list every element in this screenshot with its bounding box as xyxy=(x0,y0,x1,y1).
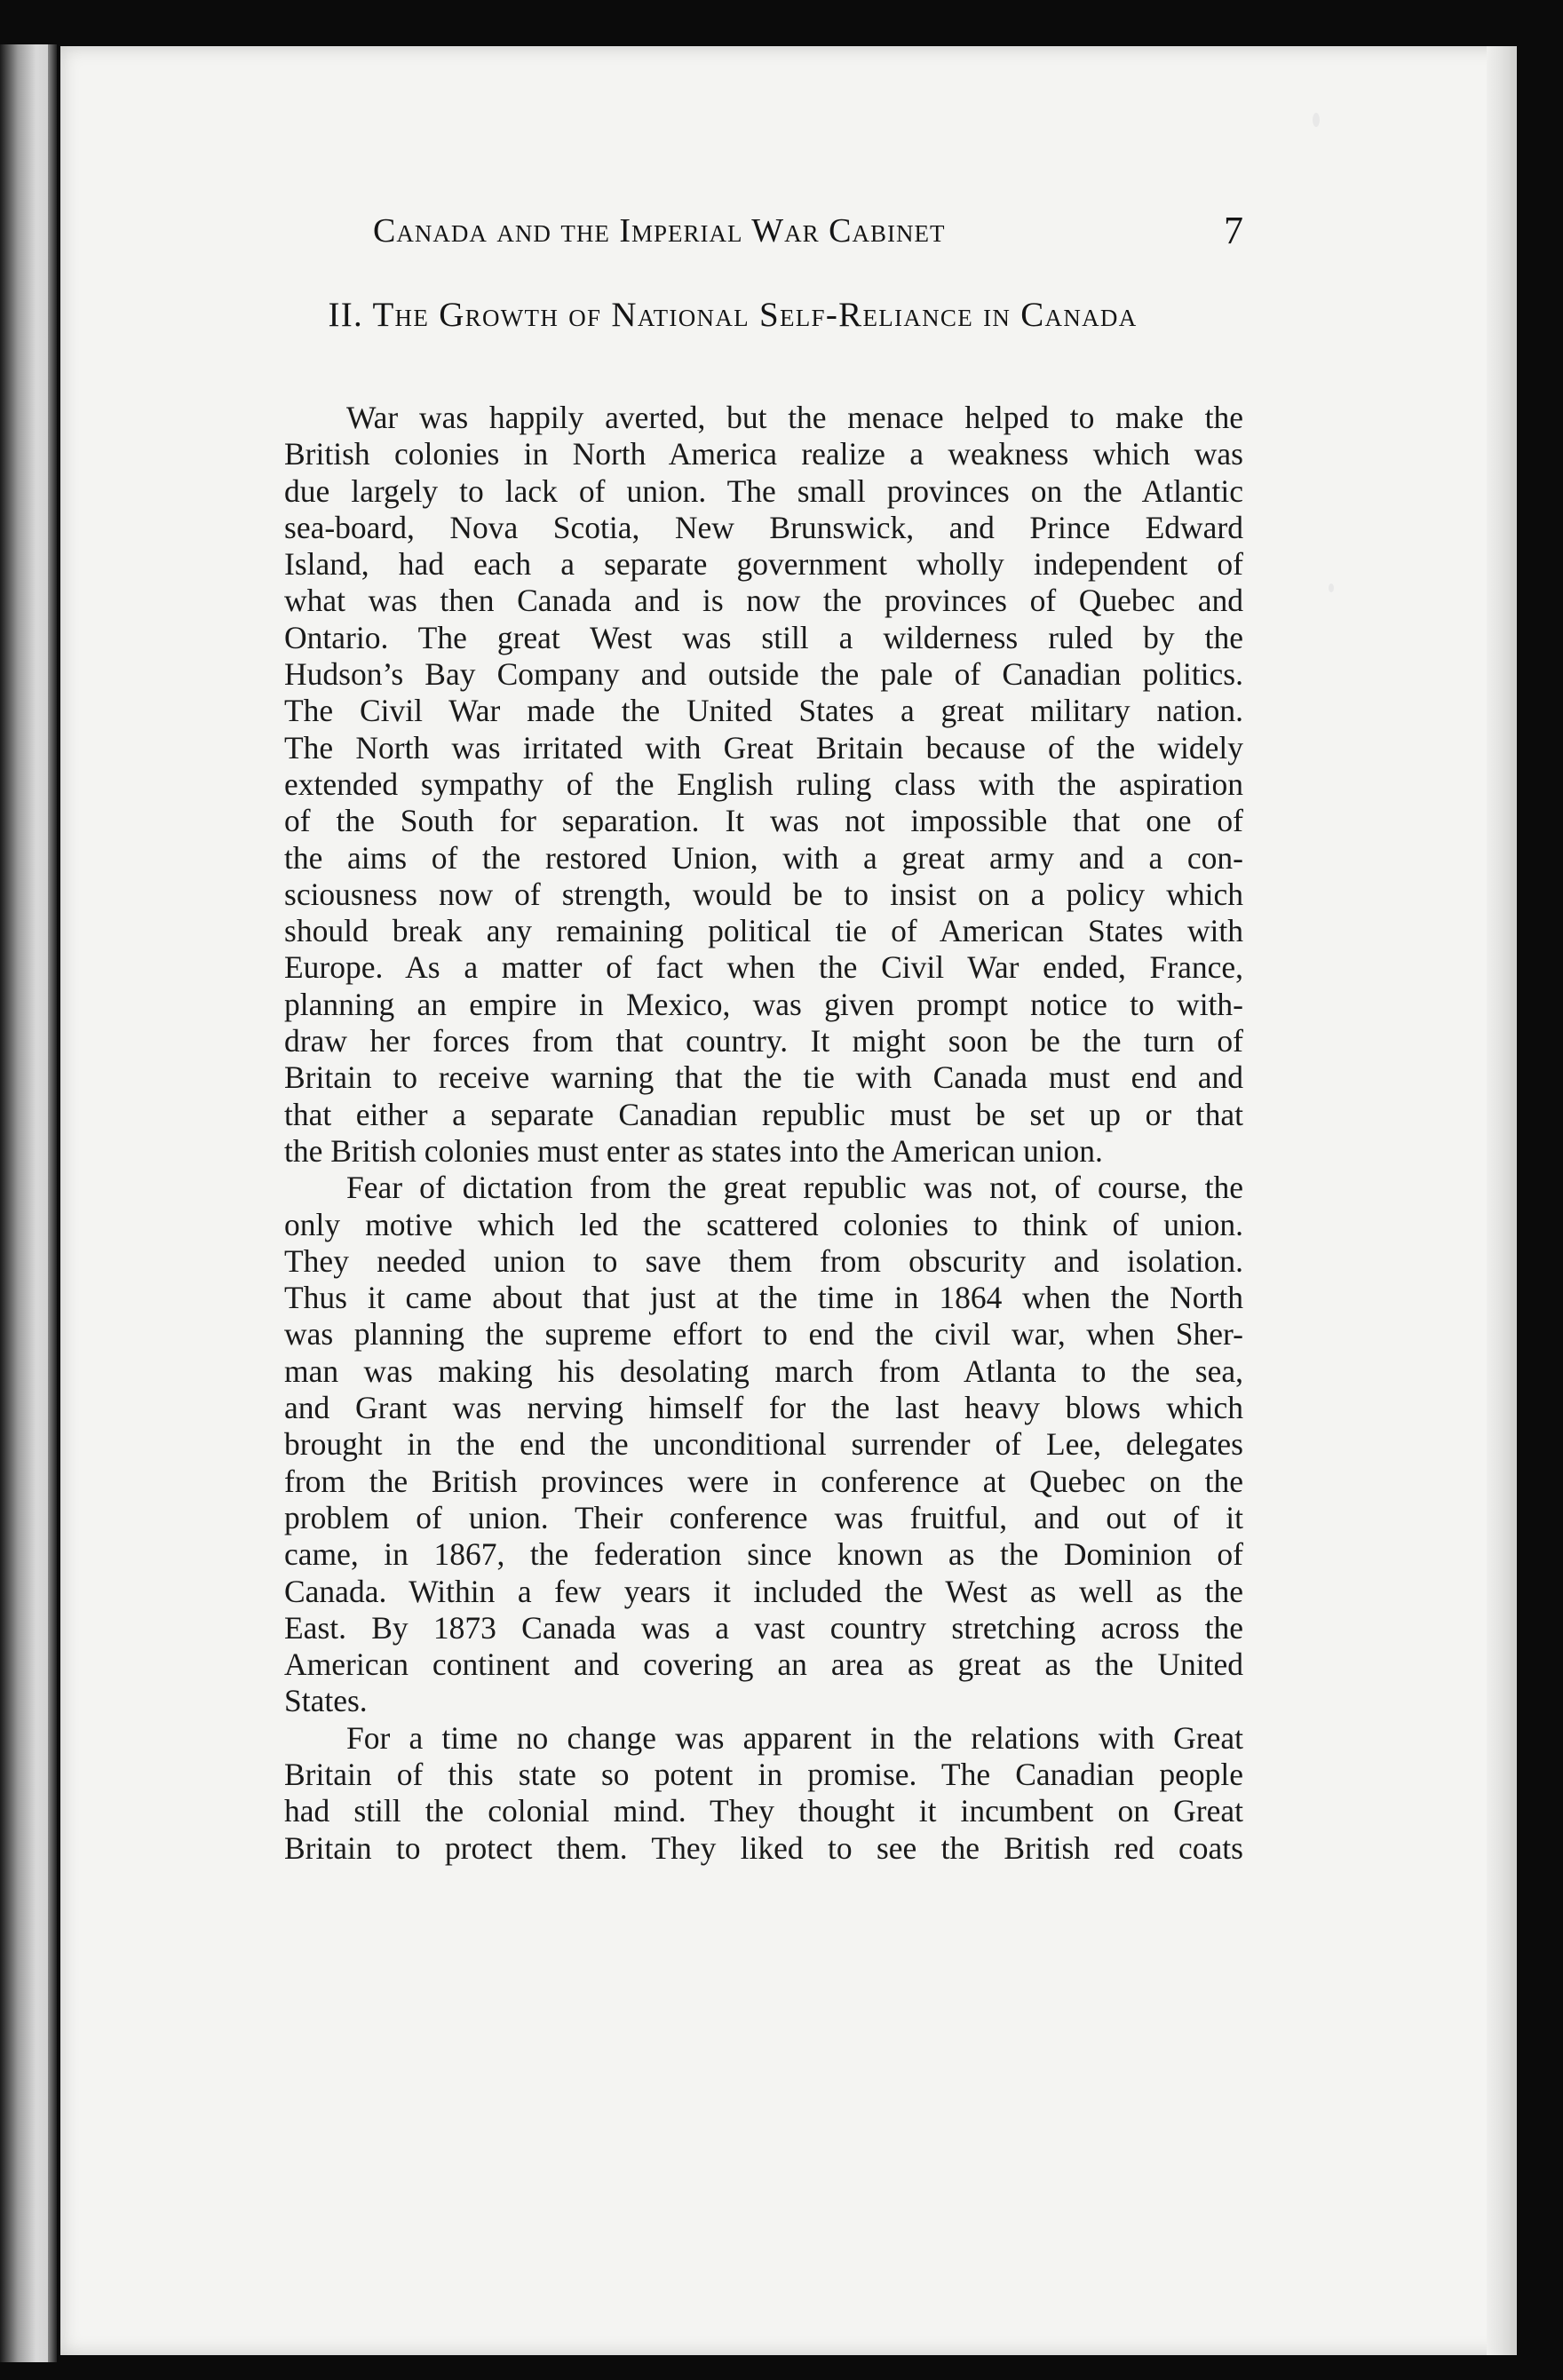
text-line: British colonies in North America realize a weakness which was xyxy=(284,436,1243,472)
text-line: East. By 1873 Canada was a vast country stretching across the xyxy=(284,1609,1243,1646)
text-line: Canada. Within a few years it included the West as well as the xyxy=(284,1573,1243,1609)
paragraph-2 xyxy=(222,1170,1243,1719)
text-line: only motive which led the scattered colonies to think of union. xyxy=(284,1206,1243,1242)
text-line: and Grant was nerving himself for the last heavy blows which xyxy=(284,1390,1243,1426)
text-line: Britain to receive warning that the tie with Canada must end and xyxy=(284,1059,1243,1096)
paragraph-3 xyxy=(222,1720,1243,1867)
text-line: They needed union to save them from obscurity and isolation. xyxy=(284,1242,1243,1279)
text-line: For a time no change was apparent in the relations with Great xyxy=(346,1719,1243,1756)
section-heading: II. The Growth of National Self-Reliance in Canada xyxy=(328,296,1138,334)
text-line: extended sympathy of the English ruling class with the aspiration xyxy=(284,766,1243,802)
text-line: Fear of dictation from the great republic was not, of course, the xyxy=(346,1170,1243,1206)
text-line: that either a separate Canadian republic must be set up or that xyxy=(284,1096,1243,1132)
text-line: problem of union. Their conference was fruitful, and out of it xyxy=(284,1499,1243,1535)
text-line: came, in 1867, the federation since known as the Dominion of xyxy=(284,1536,1243,1573)
page-number: 7 xyxy=(1224,209,1243,252)
text-line: American continent and covering an area as great as the United xyxy=(284,1646,1243,1683)
text-line: The North was irritated with Great Britain because of the widely xyxy=(284,729,1243,766)
text-line: what was then Canada and is now the provinces of Quebec and xyxy=(284,583,1243,619)
paper-speck xyxy=(1329,583,1334,592)
text-line: had still the colonial mind. They thought it incumbent on Great xyxy=(284,1793,1243,1829)
paper-speck xyxy=(1313,113,1320,127)
text-line: Thus it came about that just at the time in 1864 when the North xyxy=(284,1280,1243,1316)
text-line: sciousness now of strength, would be to insist on a policy which xyxy=(284,876,1243,912)
text-line: Britain of this state so potent in promise. The Canadian people xyxy=(284,1756,1243,1792)
running-title: Canada and the Imperial War Cabinet xyxy=(373,212,946,250)
text-line: The Civil War made the United States a great military nation. xyxy=(284,693,1243,729)
body-text xyxy=(222,400,1243,1867)
text-line: Hudson’s Bay Company and outside the pale of Canadian politics. xyxy=(284,656,1243,693)
page-right-edge xyxy=(1487,46,1517,2355)
text-line: of the South for separation. It was not impossible that one of xyxy=(284,803,1243,839)
text-line: planning an empire in Mexico, was given prompt notice to with- xyxy=(284,986,1243,1022)
running-head xyxy=(222,211,1243,265)
text-line: sea-board, Nova Scotia, New Brunswick, and Prince Edward xyxy=(284,509,1243,545)
paragraph-1 xyxy=(222,400,1243,1170)
text-line: the aims of the restored Union, with a great army and a con- xyxy=(284,839,1243,876)
text-line: Ontario. The great West was still a wilderness ruled by the xyxy=(284,619,1243,655)
text-line: should break any remaining political tie of American States with xyxy=(284,913,1243,949)
text-line: from the British provinces were in conference at Quebec on the xyxy=(284,1463,1243,1499)
text-line: draw her forces from that country. It might soon be the turn of xyxy=(284,1023,1243,1059)
text-line: War was happily averted, but the menace helped to make the xyxy=(346,400,1243,435)
text-line: the British colonies must enter as states into the American union. xyxy=(284,1132,1103,1169)
text-line: Europe. As a matter of fact when the Civil War ended, France, xyxy=(284,949,1243,986)
text-line: Island, had each a separate government wholly independent of xyxy=(284,546,1243,583)
text-line: man was making his desolating march from Atlanta to the sea, xyxy=(284,1353,1243,1389)
text-line: brought in the end the unconditional surrender of Lee, delegates xyxy=(284,1426,1243,1463)
text-line: due largely to lack of union. The small provinces on the Atlantic xyxy=(284,472,1243,509)
text-line: Britain to protect them. They liked to see the British red coats xyxy=(284,1829,1243,1866)
text-line: was planning the supreme effort to end the civil war, when Sher- xyxy=(284,1316,1243,1353)
previous-page-edge xyxy=(0,44,52,2362)
text-line: States. xyxy=(284,1683,368,1719)
